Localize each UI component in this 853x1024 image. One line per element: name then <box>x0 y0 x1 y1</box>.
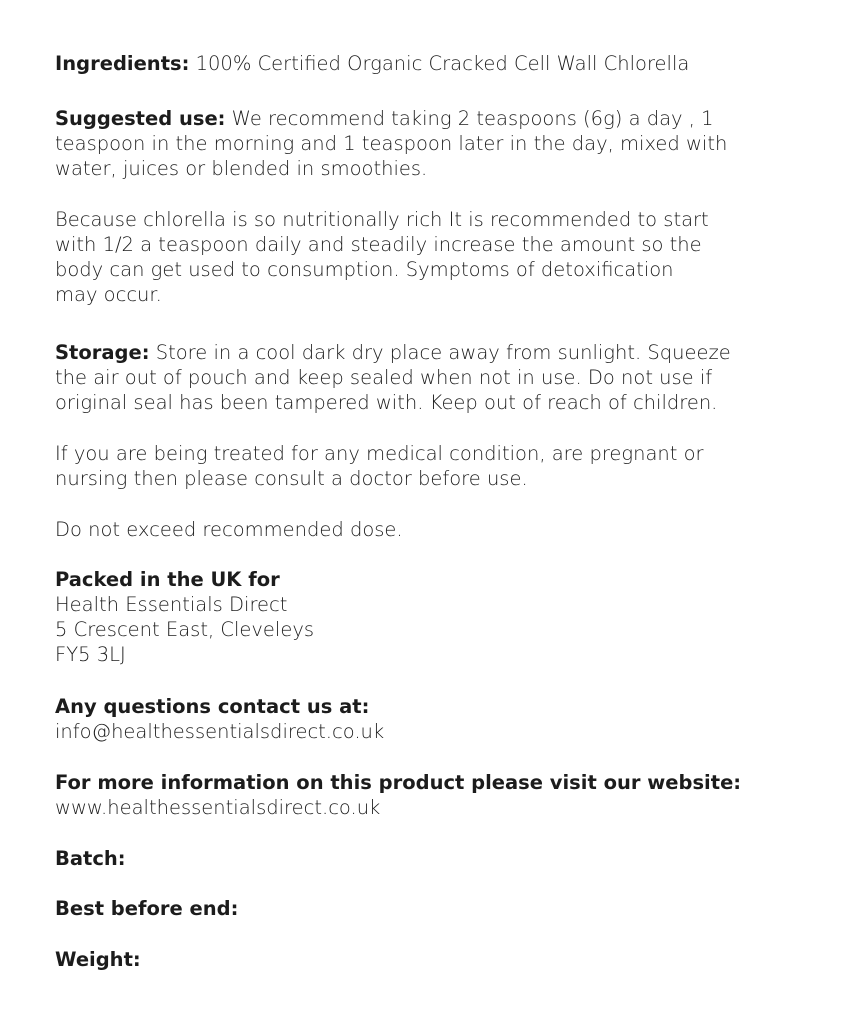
nutrition-note-section <box>55 207 709 307</box>
note-line-2: with 1/2 a teaspoon daily and steadily increase the amount so the <box>55 233 702 256</box>
contact-section <box>55 694 384 744</box>
dose-warning-section <box>55 517 403 542</box>
medical-section <box>55 441 704 491</box>
website-section <box>55 770 741 820</box>
storage-line-1: Store in a cool dark dry place away from sunlight. Squeeze <box>149 341 731 364</box>
weight-section <box>55 947 141 972</box>
storage-label: Storage: <box>55 341 150 364</box>
storage-line-3: original seal has been tampered with. Keep out of reach of children. <box>55 391 718 414</box>
storage-line-2: the air out of pouch and keep sealed when not in use. Do not use if <box>55 366 713 389</box>
best-before-label: Best before end: <box>55 897 239 920</box>
medical-line-1: If you are being treated for any medical condition, are pregnant or <box>55 442 704 465</box>
ingredients-section <box>55 51 689 76</box>
storage-section <box>55 340 731 415</box>
suggested-use-line-2: teaspoon in the morning and 1 teaspoon later in the day, mixed with <box>55 132 728 155</box>
packed-postcode: FY5 3LJ <box>55 643 126 666</box>
ingredients-label: Ingredients: <box>55 52 190 75</box>
note-line-1: Because chlorella is so nutritionally rich It is recommended to start <box>55 208 709 231</box>
packed-section <box>55 567 314 667</box>
website-url[interactable]: www.healthessentialsdirect.co.uk <box>55 796 381 819</box>
suggested-use-label: Suggested use: <box>55 107 226 130</box>
batch-label: Batch: <box>55 847 126 870</box>
best-before-section <box>55 896 238 921</box>
contact-label: Any questions contact us at: <box>55 695 370 718</box>
packed-company: Health Essentials Direct <box>55 593 288 616</box>
weight-label: Weight: <box>55 948 141 971</box>
packed-label: Packed in the UK for <box>55 568 280 591</box>
website-label: For more information on this product please visit our website: <box>55 771 742 794</box>
contact-email[interactable]: info@healthessentialsdirect.co.uk <box>55 720 385 743</box>
suggested-use-line-1: We recommend taking 2 teaspoons (6g) a day , 1 <box>225 107 714 130</box>
batch-section <box>55 846 126 871</box>
packed-address: 5 Crescent East, Cleveleys <box>55 618 315 641</box>
note-line-3: body can get used to consumption. Symptoms of detoxification <box>55 258 674 281</box>
suggested-use-line-3: water, juices or blended in smoothies. <box>55 157 428 180</box>
note-line-4: may occur. <box>55 283 162 306</box>
ingredients-text: 100% Certified Organic Cracked Cell Wall Chlorella <box>189 52 690 75</box>
suggested-use-section <box>55 106 727 181</box>
dose-warning: Do not exceed recommended dose. <box>55 518 403 541</box>
medical-line-2: nursing then please consult a doctor before use. <box>55 467 528 490</box>
